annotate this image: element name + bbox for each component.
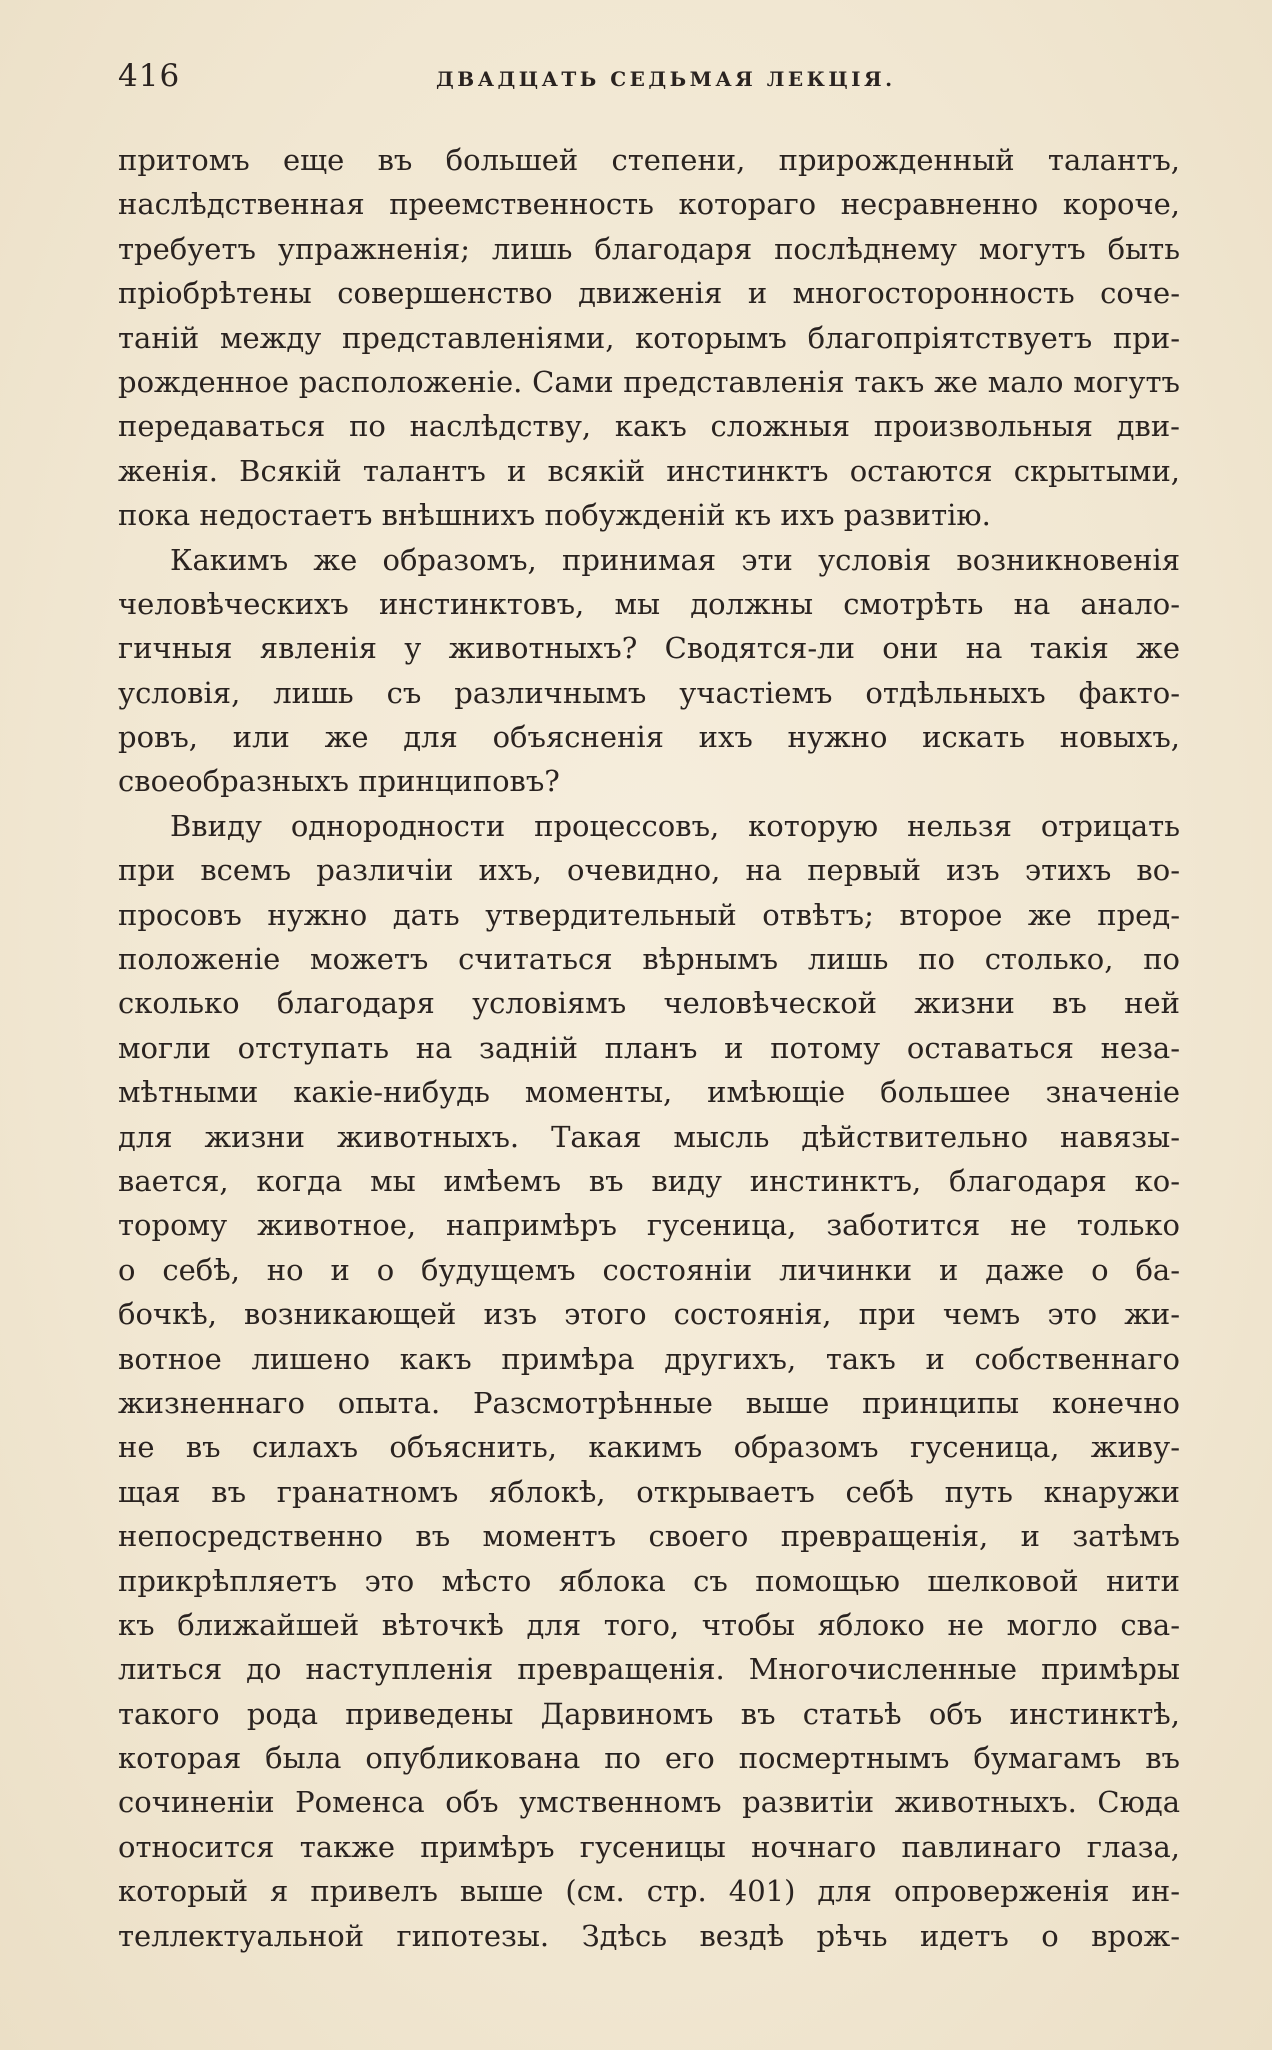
- text-line: Ввиду однородности процессовъ, которую нельзя отрицать: [170, 808, 1180, 843]
- text-line: вается, когда мы имѣемъ въ виду инстинктъ, благодаря ко-: [118, 1163, 1180, 1198]
- text-line: просовъ нужно дать утвердительный отвѣтъ; второе же пред-: [118, 897, 1180, 932]
- text-line: Какимъ же образомъ, принимая эти условія возникновенія: [170, 542, 1180, 577]
- text-line: рожденное расположеніе. Сами представленія такъ же мало могутъ: [118, 364, 1180, 399]
- text-line: положеніе можетъ считаться вѣрнымъ лишь по столько, по: [118, 942, 1180, 977]
- text-line: гичныя явленія у животныхъ? Сводятся-ли они на такія же: [118, 631, 1180, 666]
- text-line: вотное лишено какъ примѣра другихъ, такъ и собственнаго: [118, 1341, 1180, 1376]
- text-line: пока недостаетъ внѣшнихъ побужденій къ ихъ развитію.: [118, 498, 991, 533]
- text-line: не въ силахъ объяснить, какимъ образомъ гусеница, живу-: [118, 1430, 1180, 1465]
- text-line: своеобразныхъ принциповъ?: [118, 764, 560, 799]
- text-line: теллектуальной гипотезы. Здѣсь вездѣ рѣчь идетъ о врож-: [118, 1918, 1180, 1953]
- text-line: щая въ гранатномъ яблокѣ, открываетъ себѣ путь кнаружи: [118, 1474, 1180, 1509]
- text-line: о себѣ, но и о будущемъ состояніи личинки и даже о ба-: [118, 1252, 1180, 1287]
- page-header: [118, 58, 1180, 108]
- text-line: передаваться по наслѣдству, какъ сложныя произвольныя дви-: [118, 409, 1180, 444]
- text-line: прикрѣпляетъ это мѣсто яблока съ помощью шелковой нити: [118, 1563, 1180, 1598]
- text-line: который я привелъ выше (см. стр. 401) для опроверженія ин-: [118, 1874, 1180, 1909]
- running-head: ДВАДЦАТЬ СЕДЬМАЯ ЛЕКЦІЯ.: [436, 67, 896, 91]
- text-line: притомъ еще въ большей степени, прирожденный талантъ,: [118, 143, 1180, 177]
- text-line: къ ближайшей вѣточкѣ для того, чтобы яблоко не могло сва-: [118, 1607, 1180, 1642]
- text-line: мѣтными какіе-нибудь моменты, имѣющіе большее значеніе: [118, 1075, 1180, 1110]
- text-line: могли отступать на задній планъ и потому оставаться неза-: [118, 1030, 1180, 1065]
- text-line: таній между представленіями, которымъ благопріятствуетъ при-: [118, 320, 1180, 355]
- text-line: условія, лишь съ различнымъ участіемъ отдѣльныхъ факто-: [118, 675, 1180, 710]
- text-line: непосредственно въ моментъ своего превращенія, и затѣмъ: [118, 1519, 1180, 1554]
- text-line: требуетъ упражненія; лишь благодаря послѣднему могутъ быть: [118, 231, 1180, 266]
- page-number: 416: [118, 58, 181, 94]
- text-line: торому животное, напримѣръ гусеница, заботится не только: [118, 1208, 1180, 1243]
- text-line: жизненнаго опыта. Разсмотрѣнные выше принципы конечно: [118, 1385, 1180, 1420]
- text-line: относится также примѣръ гусеницы ночнаго павлинаго глаза,: [118, 1829, 1180, 1864]
- text-line: при всемъ различіи ихъ, очевидно, на первый изъ этихъ во-: [118, 853, 1180, 888]
- text-line: сочиненіи Роменса объ умственномъ развитіи животныхъ. Сюда: [118, 1785, 1180, 1820]
- text-line: литься до наступленія превращенія. Многочисленные примѣры: [118, 1652, 1180, 1687]
- text-line: сколько благодаря условіямъ человѣческой жизни въ ней: [118, 986, 1180, 1021]
- text-line: ровъ, или же для объясненія ихъ нужно искать новыхъ,: [118, 720, 1180, 755]
- text-line: бочкѣ, возникающей изъ этого состоянія, при чемъ это жи-: [118, 1297, 1180, 1332]
- text-line: пріобрѣтены совершенство движенія и многосторонность соче-: [118, 276, 1180, 311]
- text-line: такого рода приведены Дарвиномъ въ статьѣ объ инстинктѣ,: [118, 1696, 1180, 1731]
- body-text: [118, 138, 1180, 1958]
- text-line: которая была опубликована по его посмертнымъ бумагамъ въ: [118, 1741, 1180, 1776]
- text-line: женія. Всякій талантъ и всякій инстинктъ остаются скрытыми,: [118, 453, 1180, 488]
- text-line: для жизни животныхъ. Такая мысль дѣйствительно навязы-: [118, 1119, 1180, 1154]
- text-line: наслѣдственная преемственность котораго несравненно короче,: [118, 187, 1180, 222]
- text-line: человѣческихъ инстинктовъ, мы должны смотрѣть на анало-: [118, 586, 1180, 621]
